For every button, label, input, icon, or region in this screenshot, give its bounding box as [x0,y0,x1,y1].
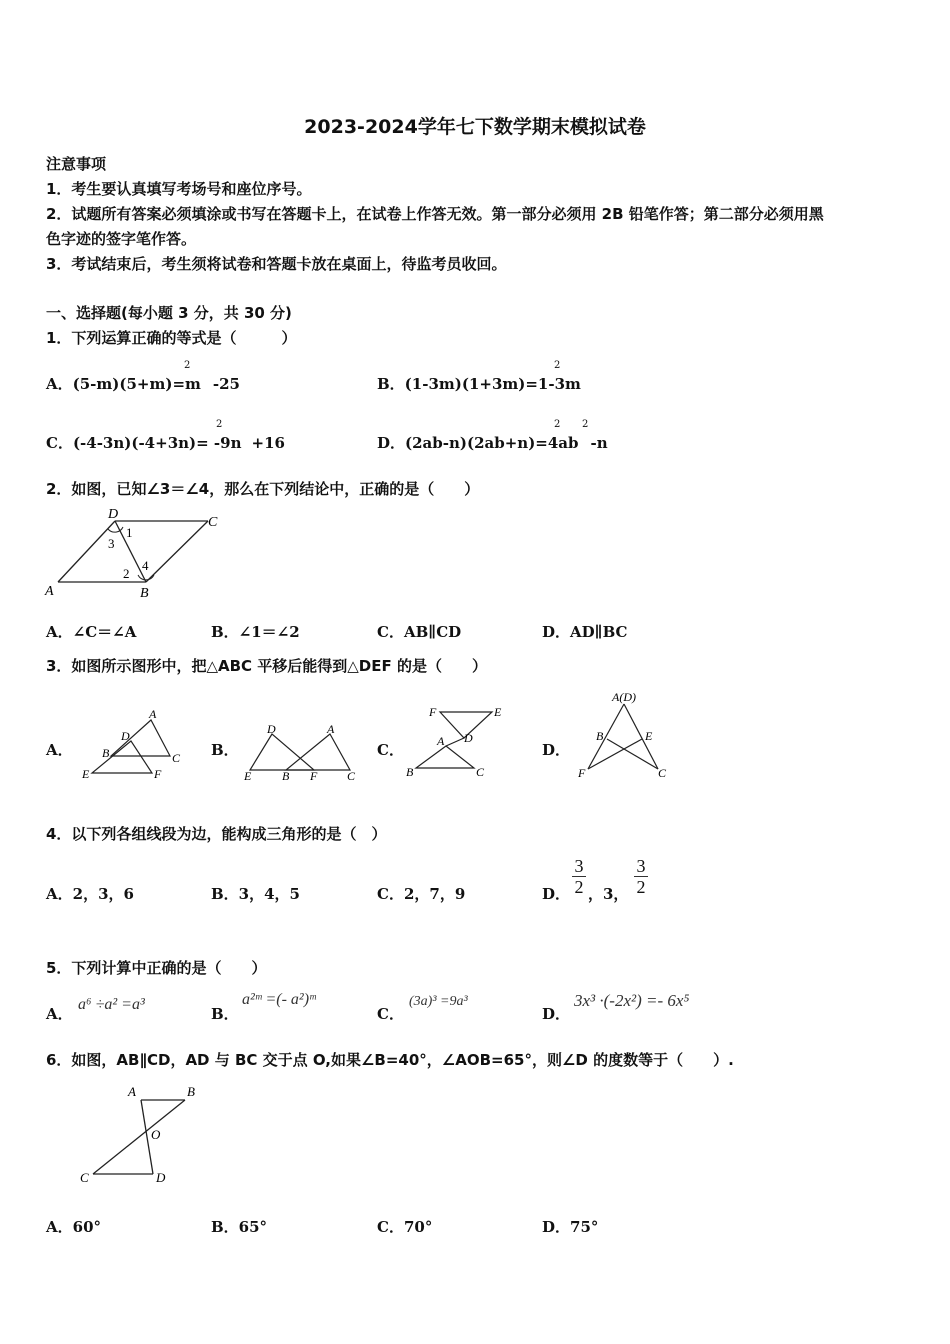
q3a-label-f: F [154,767,162,781]
q4-option-b: B．3，4，5 [211,885,300,903]
q3c-label-a: A [437,734,445,748]
q4-fraction-2 [634,857,648,896]
q6-label-b: B [187,1084,195,1099]
q3b-label-d: D [267,722,276,736]
q6-option-a: A．60° [46,1218,102,1236]
q6-line-bc [93,1100,185,1174]
q5-option-a: A． [46,1005,73,1023]
q4-option-d-mid: ，3， [588,885,629,903]
q1-option-a-tail: -25 [212,375,240,393]
q3b-label-f: F [310,769,318,783]
q6-option-b: B．65° [211,1218,268,1236]
q2-label-c: C [208,515,218,530]
q6-option-c: C．70° [377,1218,433,1236]
q1-d-exponent-2: 2 [582,419,589,430]
q2-line-cb [146,521,208,582]
q3-figure-a [78,705,188,785]
q3d-label-c: C [658,766,667,780]
q2-figure [40,505,230,601]
q3d-label-e: E [645,729,653,743]
q2-line-ad [58,521,115,582]
q3-option-d: D． [542,741,571,759]
q2-stem: 2．如图，已知∠3＝∠4，那么在下列结论中，正确的是（ ） [46,480,480,498]
q6-figure [75,1080,210,1190]
q1-option-c [46,432,285,453]
q3-figure-c [402,700,512,785]
q2-label-1: 1 [126,525,133,540]
q3a-label-b: B [102,746,110,760]
q2-label-b: B [140,586,149,601]
q1-option-a-text: A．(5-m)(5+m)=m [46,375,201,393]
q2-option-c: C．AB∥CD [377,623,462,641]
notice-item-2-cont: 色字迹的签字笔作答。 [46,230,197,248]
q3-stem: 3．如图所示图形中，把△ABC 平移后能得到△DEF 的是（ ） [46,657,487,675]
q6-label-c: C [80,1170,89,1185]
q4-option-d: D． [542,885,571,903]
q5-a-expression: a⁶ ÷a² =a³ [78,996,145,1013]
notice-heading: 注意事项 [46,155,107,173]
q4-fraction-1-num: 3 [574,856,584,876]
q3c-line-da [446,738,464,746]
q3a-label-a: A [149,707,157,721]
notice-item-3: 3．考试结束后，考生须将试卷和答题卡放在桌面上，待监考员收回。 [46,255,507,273]
q3-option-b: B． [211,741,239,759]
page-title: 2023-2024学年七下数学期末模拟试卷 [304,116,646,138]
q3c-label-c: C [476,765,485,779]
q4-fraction-1-den: 2 [574,877,584,897]
q3a-label-e: E [82,767,90,781]
q2-option-a: A．∠C＝∠A [46,623,137,641]
q3b-label-c: C [347,769,356,783]
q4-fraction-2-den: 2 [636,877,646,897]
q1-option-c-text: C．(-4-3n)(-4+3n)= -9n [46,434,242,452]
q1-a-exponent: 2 [184,360,191,371]
q3b-triangle-def [250,734,314,770]
q2-label-3: 3 [108,536,115,551]
q2-label-d: D [108,507,119,522]
q3c-label-e: E [494,705,502,719]
q3c-triangle-abc [416,746,474,768]
q1-option-b: B．(1-3m)(1+3m)=1-3m [377,375,581,393]
q2-option-d: D．AD∥BC [542,623,628,641]
q5-option-d: D． [542,1005,571,1023]
q1-option-d [377,432,608,453]
q5-d-expression: 3x³ ·(-2x²) =- 6x⁵ [574,991,690,1010]
q1-option-d-text: D．(2ab-n)(2ab+n)=4ab [377,434,579,452]
q1-stem: 1．下列运算正确的等式是（ ） [46,329,297,347]
q3b-triangle-abc [286,734,350,770]
q3c-label-d: D [464,731,473,745]
q4-option-a: A．2，3，6 [46,885,134,903]
q3c-label-f: F [429,705,437,719]
q4-stem: 4．以下列各组线段为边，能构成三角形的是（ ） [46,825,387,843]
q3d-label-ad: A(D) [612,690,636,704]
q3d-label-b: B [596,729,604,743]
q1-b-exponent: 2 [554,360,561,371]
q5-option-c: C． [377,1005,404,1023]
q2-label-4: 4 [142,558,149,573]
q5-stem: 5．下列计算中正确的是（ ） [46,959,267,977]
q2-label-a: A [45,584,54,599]
notice-item-1: 1．考生要认真填写考场号和座位序号。 [46,180,312,198]
q2-label-2: 2 [123,566,130,581]
q3-figure-b [240,720,365,785]
q3b-label-b: B [282,769,290,783]
q2-option-b: B．∠1＝∠2 [211,623,300,641]
notice-item-2: 2．试题所有答案必须填涂或书写在答题卡上，在试卷上作答无效。第一部分必须用 2B 铅笔作答；第二部分必须用黑 [46,205,824,223]
q6-stem: 6．如图，AB∥CD，AD 与 BC 交于点 O,如果∠B=40°，∠AOB=65°，则∠D 的度数等于（ ）. [46,1051,734,1069]
q4-option-c: C．2，7，9 [377,885,466,903]
q1-d-exponent-1: 2 [554,419,561,430]
q5-b-expression: a²ᵐ =(- a²)ᵐ [242,991,316,1008]
q6-label-o: O [151,1127,161,1142]
q3b-label-e: E [244,769,252,783]
q3d-label-f: F [578,766,586,780]
q3c-label-b: B [406,765,414,779]
q3-option-c: C． [377,741,404,759]
q3a-label-c: C [172,751,181,765]
q5-c-expression: (3a)³ =9a³ [409,994,468,1009]
q1-option-a [46,373,240,394]
q1-option-d-tail: -n [590,434,608,452]
q1-option-c-tail: +16 [251,434,285,452]
q6-label-a: A [128,1084,136,1099]
q1-c-exponent: 2 [216,419,223,430]
q3b-label-a: A [327,722,335,736]
q3-figure-d [574,688,674,783]
q5-option-b: B． [211,1005,239,1023]
q3-option-a: A． [46,741,73,759]
q3a-label-d: D [121,729,130,743]
section-heading: 一、选择题(每小题 3 分，共 30 分) [46,304,292,322]
q4-fraction-2-num: 3 [636,856,646,876]
q6-option-d: D．75° [542,1218,599,1236]
q6-label-d: D [156,1170,166,1185]
q4-fraction-1 [572,857,586,896]
